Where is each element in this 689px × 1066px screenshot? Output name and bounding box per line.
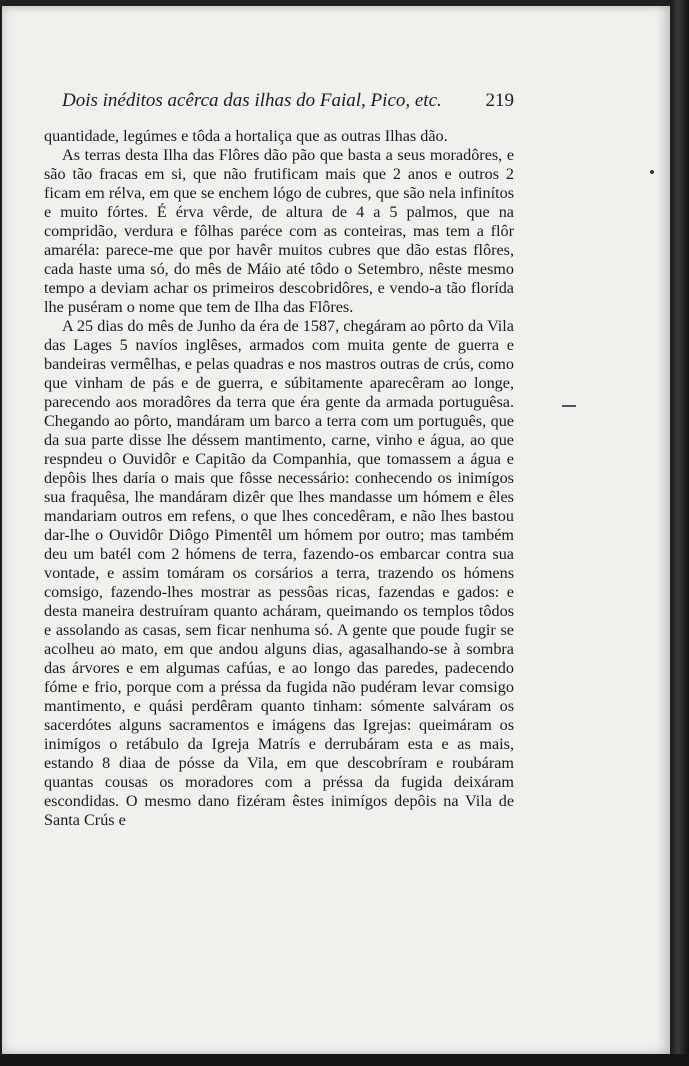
book-spine-edge: [670, 0, 689, 1066]
paragraph: A 25 dias do mês de Junho da éra de 1587, chegáram ao pôrto da Vila das Lages 5 navíos inglêses, armados com muita gente de guerra e bandeiras vermêlhas, e pelas quadras e nos mastros outras de crús, como que vinham de pás e de guerra, e súbitamente aparecêram ao longe, parecendo aos moradôres da terra que éra gente da armada portuguêsa. Chegando ao pôrto, mandáram um barco a terra com um português, que da sua parte disse lhe déssem mantimento, carne, vinho e água, ao que respndeu o Ouvidôr e Capitão da Companhia, que tomassem a água e depôis lhes daría o mais que fôsse necessário: conhecendo os inimígos sua fraquêsa, lhe mandáram dizêr que lhes mandasse um hómem e êles mandariam outros em refens, o que lhes concedêram, e não lhes bastou dar-lhe o Ouvidôr Diôgo Pimentêl um hómem por outro; mas também deu um batél com 2 hómens de terra, fazendo-os embarcar contra sua vontade, e assim tomáram os corsários a terra, trazendo os hómens comsigo, fazendo-lhes mostrar as pessôas ricas, fazendas e gados: e desta maneira destruíram quanto acháram, queimando os templos tôdos e assolando as casas, sem ficar nenhuma só. A gente que poude fugir se acolheu ao mato, em que andou alguns dias, agasalhando-se à sombra das árvores e em algumas cafúas, e ao longo das paredes, padecendo fóme e frio, porque com a préssa da fugida não pudéram levar comsigo mantimento, e quási perdêram quanto tinham: sómente salváram os sacerdótes alguns sacramentos e imágens das Igrejas: queimáram os inimígos o retábulo da Igreja Matrís e derrubáram esta e as mais, estando 8 diaa de pósse da Vila, em que descobríram e roubáram quantas cousas os moradores com a préssa da fugida deixáram escondidas. O mesmo dano fizéram êstes inimígos depôis na Vila de Santa Crús e: [44, 317, 514, 829]
running-head: [62, 88, 514, 114]
body-text: [44, 127, 514, 830]
paragraph-continuation: quantidade, legúmes e tôda a hortaliça que as outras Ilhas dão.: [44, 127, 448, 145]
page-number: 219: [485, 90, 514, 111]
margin-mark: [562, 405, 576, 407]
ink-speck: [650, 170, 654, 174]
running-head-title: Dois inéditos acêrca das ilhas do Faial, Pico, etc.: [62, 90, 442, 111]
scan-bottom-edge: [0, 1054, 689, 1066]
paragraph: As terras desta Ilha das Flôres dão pão que basta a seus moradôres, e são tão fracas em si, que não frutificam mais que 2 anos e outros 2 ficam em rélva, em que se enchem lógo de cubres, que são nela infinítos e muito fórtes. É érva vêrde, de altura de 4 a 5 palmos, que na compridão, verdura e fôlhas paréce com as conteiras, mas tem a flôr amaréla: parece-me que por havêr muitos cubres que dão estas flôres, cada haste uma só, do mês de Máio até tôdo o Setembro, nêste mesmo tempo a deviam achar os primeiros descobridôres, e vendo-a tão florída lhe puséram o nome que tem de Ilha das Flôres.: [44, 146, 514, 316]
